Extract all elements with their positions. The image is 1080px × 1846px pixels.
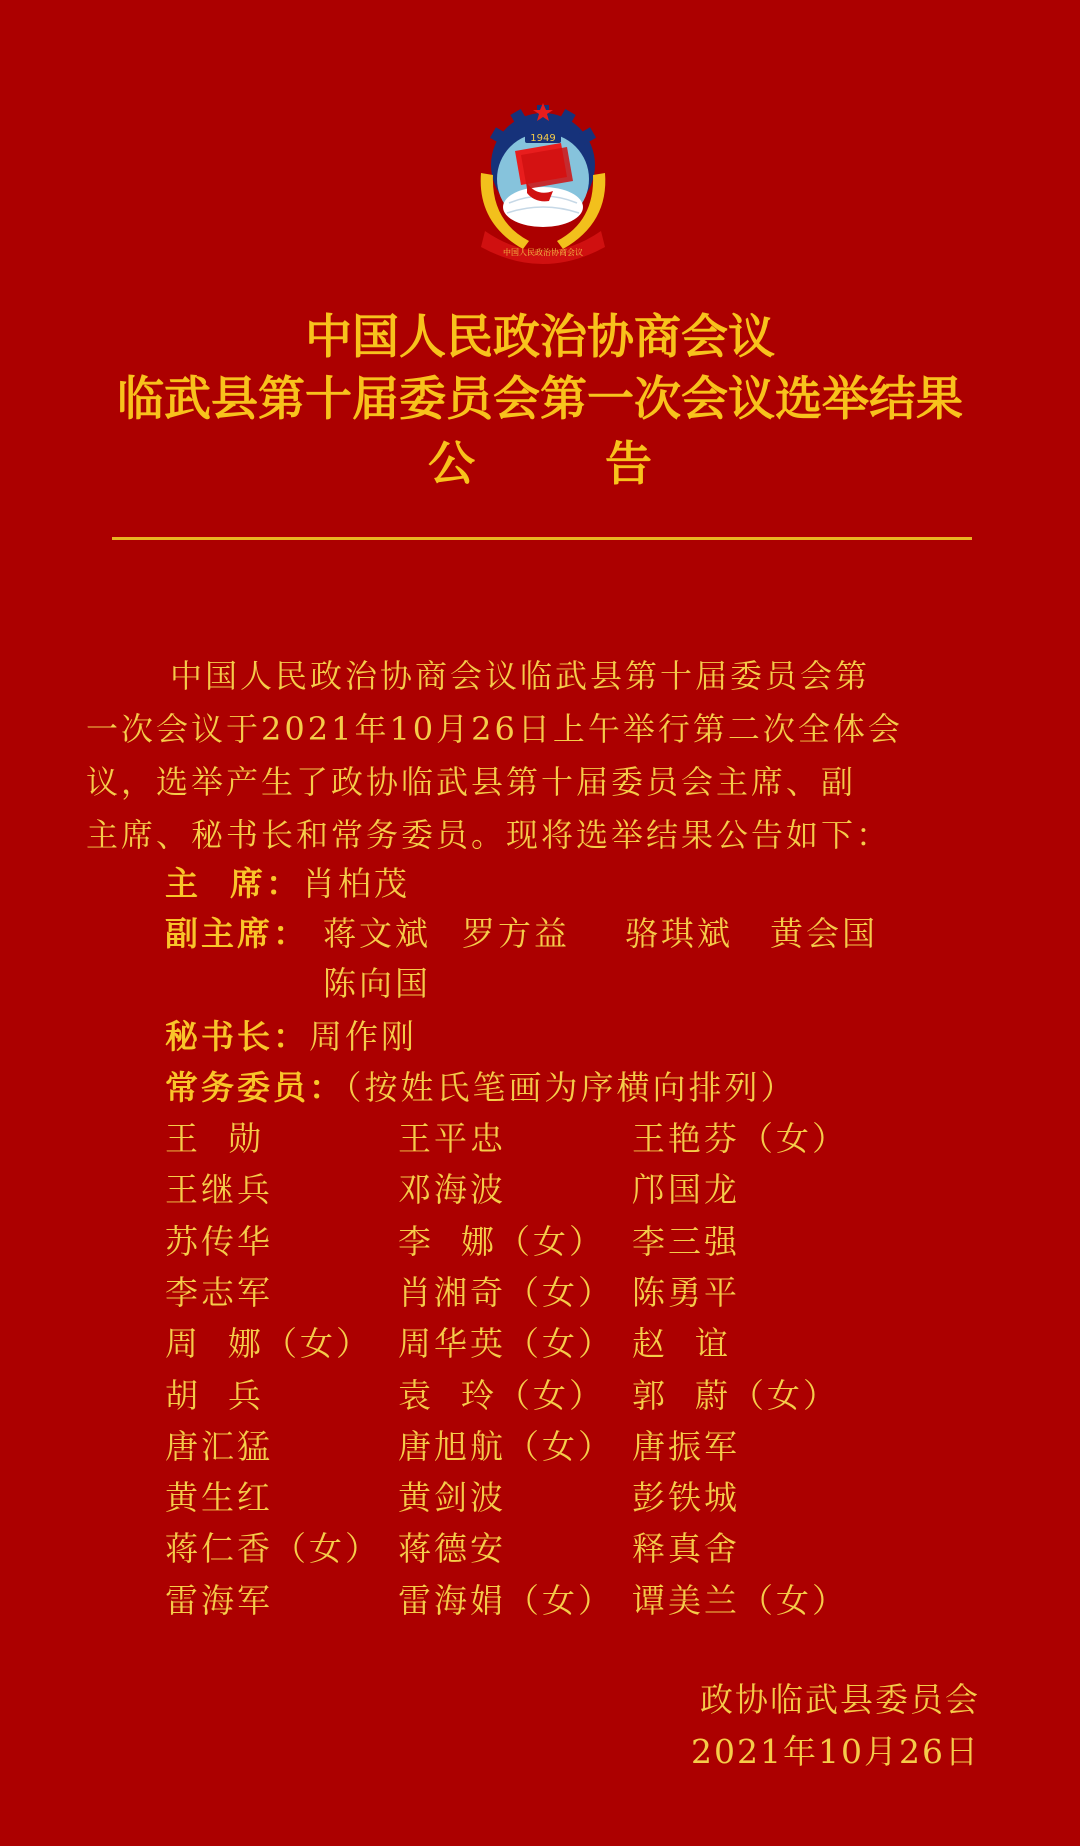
standing-member-name: 陈勇平 <box>632 1273 740 1312</box>
standing-member-name: 苏传华 <box>165 1222 273 1261</box>
standing-member-name: 李志军 <box>165 1273 273 1312</box>
cppcc-emblem-icon <box>463 103 623 267</box>
chairman-label: 主 席： <box>165 864 302 903</box>
secretary-general-row <box>165 1015 417 1059</box>
vice-chairman-name: 蒋文斌 <box>323 914 431 953</box>
title-line-3 <box>0 435 1080 495</box>
standing-member-name: 唐汇猛 <box>165 1427 273 1466</box>
signature-org: 政协临武县委员会 <box>700 1680 980 1719</box>
vice-chairmen-label: 副主席： <box>165 914 309 953</box>
standing-members-note: （按姓氏笔画为序横向排列） <box>345 1068 797 1107</box>
standing-member-name: 李三强 <box>632 1222 740 1261</box>
standing-member-name: 肖湘奇（女） <box>398 1273 614 1312</box>
title-word-gao: 告 <box>605 437 652 492</box>
standing-member-name: 周华英（女） <box>398 1324 614 1363</box>
vice-chairmen-row <box>165 912 309 956</box>
standing-members-header <box>165 1066 797 1110</box>
body-line: 中国人民政治协商会议临武县第十届委员会第 <box>170 657 871 695</box>
title-line-1: 中国人民政治协商会议 <box>305 310 775 365</box>
standing-member-name: 唐振军 <box>632 1427 740 1466</box>
vice-chairman-name: 陈向国 <box>323 964 431 1003</box>
body-line: 一次会议于2021年10月26日上午举行第二次全体会 <box>86 710 903 748</box>
standing-member-name: 释真舍 <box>632 1529 740 1568</box>
standing-member-name: 周 娜（女） <box>165 1324 372 1363</box>
secretary-general-label: 秘书长： <box>165 1017 309 1056</box>
title-word-gong: 公 <box>428 437 475 492</box>
chairman-row <box>165 862 410 906</box>
secretary-general-name: 周作刚 <box>309 1017 417 1056</box>
standing-member-name: 邝国龙 <box>632 1170 740 1209</box>
vice-chairman-name: 黄会国 <box>770 914 878 953</box>
standing-member-name: 胡 兵 <box>165 1376 264 1415</box>
standing-member-name: 雷海娟（女） <box>398 1581 614 1620</box>
standing-member-name: 王平忠 <box>398 1119 506 1158</box>
standing-member-name: 唐旭航（女） <box>398 1427 614 1466</box>
standing-member-name: 黄剑波 <box>398 1478 506 1517</box>
vice-chairman-name: 罗方益 <box>462 914 570 953</box>
body-paragraph <box>86 650 946 862</box>
emblem-ribbon-text: 中国人民政治协商会议 <box>503 248 583 257</box>
standing-member-name: 王艳芬（女） <box>632 1119 848 1158</box>
title-divider <box>112 537 972 540</box>
title-line-2: 临武县第十届委员会第一次会议选举结果 <box>117 372 963 427</box>
emblem-year: 1949 <box>530 133 556 144</box>
standing-member-name: 赵 谊 <box>632 1324 731 1363</box>
vice-chairman-name: 骆琪斌 <box>625 914 733 953</box>
body-line: 主席、秘书长和常务委员。现将选举结果公告如下： <box>86 816 892 854</box>
standing-member-name: 蒋仁香（女） <box>165 1529 381 1568</box>
standing-member-name: 郭 蔚（女） <box>632 1376 839 1415</box>
body-line: 议，选举产生了政协临武县第十届委员会主席、副 <box>86 763 857 801</box>
standing-members-label: 常务委员： <box>165 1068 345 1107</box>
standing-member-name: 王继兵 <box>165 1170 273 1209</box>
standing-member-name: 王 勋 <box>165 1119 264 1158</box>
signature-date: 2021年10月26日 <box>691 1732 980 1771</box>
standing-member-name: 邓海波 <box>398 1170 506 1209</box>
standing-member-name: 黄生红 <box>165 1478 273 1517</box>
standing-member-name: 彭铁城 <box>632 1478 740 1517</box>
standing-member-name: 蒋德安 <box>398 1529 506 1568</box>
standing-member-name: 谭美兰（女） <box>632 1581 848 1620</box>
chairman-name: 肖柏茂 <box>301 864 410 903</box>
standing-member-name: 李 娜（女） <box>398 1222 605 1261</box>
standing-member-name: 袁 玲（女） <box>398 1376 605 1415</box>
standing-member-name: 雷海军 <box>165 1581 273 1620</box>
